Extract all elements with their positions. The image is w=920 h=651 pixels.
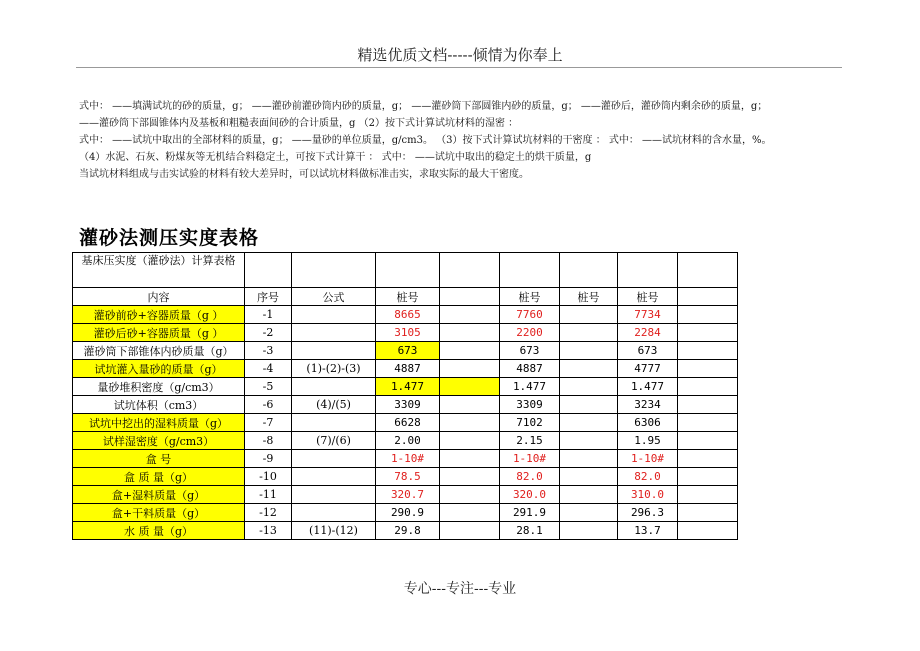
- table-row: [73, 342, 738, 360]
- table-row: [73, 504, 738, 522]
- row-label: 试坑灌入量砂的质量（g）: [73, 360, 245, 378]
- column-header: [678, 288, 738, 306]
- table-cell: 673: [618, 342, 678, 360]
- table-cell: -8: [245, 432, 292, 450]
- table-cell: [678, 378, 738, 396]
- page-footer: 专心---专注---专业: [403, 581, 517, 597]
- body-text: [79, 98, 841, 183]
- table-cell: [560, 378, 618, 396]
- table-cell: 4887: [500, 360, 560, 378]
- table-title-row: [73, 253, 738, 288]
- table-cell: [560, 396, 618, 414]
- table-cell: [292, 342, 376, 360]
- table-cell: 3105: [376, 324, 440, 342]
- row-label: 盒 号: [73, 450, 245, 468]
- table-cell: [560, 486, 618, 504]
- column-header: 桩号: [376, 288, 440, 306]
- paragraph: 式中： ——填满试坑的砂的质量，g； ——灌砂前灌砂筒内砂的质量，g； ——灌砂筒下部圆锥内砂的质量，g； ——灌砂后，灌砂筒内剩余砂的质量，g；: [79, 101, 768, 112]
- table-cell: [678, 324, 738, 342]
- table-cell: [560, 522, 618, 540]
- table-cell: 673: [500, 342, 560, 360]
- table-cell: 1-10#: [500, 450, 560, 468]
- table-cell: 6306: [618, 414, 678, 432]
- table-cell: -13: [245, 522, 292, 540]
- table-cell: -3: [245, 342, 292, 360]
- table-cell: 1.477: [376, 378, 440, 396]
- table-cell: [292, 378, 376, 396]
- table-cell: -10: [245, 468, 292, 486]
- table-cell: [678, 486, 738, 504]
- table-cell: 4887: [376, 360, 440, 378]
- table-cell: [292, 414, 376, 432]
- table-cell: 1-10#: [618, 450, 678, 468]
- column-header: 桩号: [618, 288, 678, 306]
- row-label: 试坑体积（cm3）: [73, 396, 245, 414]
- table-cell: (1)-(2)-(3): [292, 360, 376, 378]
- column-header: 桩号: [560, 288, 618, 306]
- paragraph: 式中： ——试坑中取出的全部材料的质量，g； ——量砂的单位质量，g/cm3。 （3）按下式计算试坑材料的干密度 ： 式中： ——试坑材料的含水量，%。: [79, 135, 772, 146]
- table-cell: [560, 450, 618, 468]
- table-row: [73, 414, 738, 432]
- table-cell: [440, 306, 500, 324]
- table-cell: 29.8: [376, 522, 440, 540]
- table-cell: [560, 253, 618, 288]
- table-cell: [678, 414, 738, 432]
- table-row: [73, 468, 738, 486]
- table-row: [73, 324, 738, 342]
- table-cell: [560, 342, 618, 360]
- table-header-row: [73, 288, 738, 306]
- table-cell: 2.15: [500, 432, 560, 450]
- table-cell: -12: [245, 504, 292, 522]
- table-cell: [440, 486, 500, 504]
- table-cell: -1: [245, 306, 292, 324]
- row-label: 试样湿密度（g/cm3）: [73, 432, 245, 450]
- table-cell: 320.0: [500, 486, 560, 504]
- table-cell: [440, 396, 500, 414]
- table-cell: 3234: [618, 396, 678, 414]
- table-cell: [678, 306, 738, 324]
- table-cell: [500, 253, 560, 288]
- table-cell: 296.3: [618, 504, 678, 522]
- table-cell: 6628: [376, 414, 440, 432]
- table-cell: 3309: [500, 396, 560, 414]
- table-cell: [678, 253, 738, 288]
- table-cell: 310.0: [618, 486, 678, 504]
- table-cell: [678, 468, 738, 486]
- table-cell: 2.00: [376, 432, 440, 450]
- table-row: [73, 522, 738, 540]
- table-cell: [440, 504, 500, 522]
- column-header: 公式: [292, 288, 376, 306]
- table-cell: (11)-(12): [292, 522, 376, 540]
- table-cell: [678, 432, 738, 450]
- table-cell: 7734: [618, 306, 678, 324]
- table-cell: 78.5: [376, 468, 440, 486]
- table-cell: [560, 324, 618, 342]
- column-header: 内容: [73, 288, 245, 306]
- table-cell: [292, 486, 376, 504]
- table-cell: -7: [245, 414, 292, 432]
- table-cell: 82.0: [500, 468, 560, 486]
- compaction-table: [72, 252, 738, 540]
- table-row: [73, 396, 738, 414]
- table-cell: 320.7: [376, 486, 440, 504]
- table-cell: [560, 504, 618, 522]
- table-cell: [678, 342, 738, 360]
- table-cell: 28.1: [500, 522, 560, 540]
- row-label: 灌砂后砂+容器质量（g ）: [73, 324, 245, 342]
- row-label: 灌砂筒下部锥体内砂质量（g）: [73, 342, 245, 360]
- table-cell: 8665: [376, 306, 440, 324]
- table-cell: [292, 306, 376, 324]
- table-cell: -9: [245, 450, 292, 468]
- table-cell: [440, 522, 500, 540]
- paragraph: （4）水泥、石灰、粉煤灰等无机结合料稳定土，可按下式计算干 ： 式中： ——试坑中取出的稳定土的烘干质量，g: [79, 152, 592, 163]
- table-row: [73, 486, 738, 504]
- table-cell: 13.7: [618, 522, 678, 540]
- table-cell: 1.477: [500, 378, 560, 396]
- table-cell: [678, 450, 738, 468]
- table-cell: [440, 360, 500, 378]
- table-cell: -5: [245, 378, 292, 396]
- table-cell: [440, 378, 500, 396]
- table-cell: [440, 342, 500, 360]
- table-cell: (7)/(6): [292, 432, 376, 450]
- table-cell: [560, 306, 618, 324]
- table-title-cell: 基床压实度（灌砂法）计算表格: [73, 253, 245, 288]
- table-cell: 290.9: [376, 504, 440, 522]
- table-cell: [440, 450, 500, 468]
- table-cell: 1-10#: [376, 450, 440, 468]
- table-cell: 4777: [618, 360, 678, 378]
- table-cell: [560, 360, 618, 378]
- table-cell: [560, 468, 618, 486]
- table-cell: [560, 414, 618, 432]
- header-divider: [76, 67, 842, 68]
- table-cell: [376, 253, 440, 288]
- table-cell: [440, 414, 500, 432]
- table-row: [73, 378, 738, 396]
- table-cell: [618, 253, 678, 288]
- table-cell: -6: [245, 396, 292, 414]
- table-cell: [678, 360, 738, 378]
- table-cell: [292, 253, 376, 288]
- row-label: 盒+干料质量（g）: [73, 504, 245, 522]
- column-header: 序号: [245, 288, 292, 306]
- table-cell: (4)/(5): [292, 396, 376, 414]
- table-cell: [440, 468, 500, 486]
- table-cell: [440, 324, 500, 342]
- section-title: 灌砂法测压实度表格: [79, 227, 260, 249]
- table-cell: [678, 522, 738, 540]
- table-cell: 1.477: [618, 378, 678, 396]
- table-cell: 7102: [500, 414, 560, 432]
- table-cell: 673: [376, 342, 440, 360]
- table-cell: [678, 504, 738, 522]
- row-label: 试坑中挖出的湿料质量（g）: [73, 414, 245, 432]
- table-cell: [560, 432, 618, 450]
- column-header: 桩号: [500, 288, 560, 306]
- table-cell: -2: [245, 324, 292, 342]
- table-cell: [440, 432, 500, 450]
- row-label: 盒+湿料质量（g）: [73, 486, 245, 504]
- table-cell: 7760: [500, 306, 560, 324]
- row-label: 量砂堆积密度（g/cm3）: [73, 378, 245, 396]
- table-cell: 291.9: [500, 504, 560, 522]
- row-label: 水 质 量（g）: [73, 522, 245, 540]
- table-cell: 2284: [618, 324, 678, 342]
- table-row: [73, 360, 738, 378]
- row-label: 盒 质 量（g）: [73, 468, 245, 486]
- page-header: 精选优质文档-----倾情为你奉上: [357, 46, 563, 64]
- table-cell: [292, 468, 376, 486]
- table-cell: [292, 324, 376, 342]
- table-row: [73, 306, 738, 324]
- table-cell: 3309: [376, 396, 440, 414]
- table-cell: -4: [245, 360, 292, 378]
- column-header: [440, 288, 500, 306]
- table-row: [73, 432, 738, 450]
- table-cell: 2200: [500, 324, 560, 342]
- table-cell: 82.0: [618, 468, 678, 486]
- table-row: [73, 450, 738, 468]
- table-cell: [678, 396, 738, 414]
- table-cell: [292, 450, 376, 468]
- table-cell: -11: [245, 486, 292, 504]
- paragraph: ——灌砂筒下部圆锥体内及基板和粗糙表面间砂的合计质量，g （2）按下式计算试坑材料的湿密 ：: [79, 118, 519, 129]
- table-cell: [440, 253, 500, 288]
- table-cell: 1.95: [618, 432, 678, 450]
- paragraph: 当试坑材料组成与击实试验的材料有较大差异时，可以试坑材料做标准击实，求取实际的最大干密度。: [79, 169, 529, 180]
- table-cell: [292, 504, 376, 522]
- table-cell: [245, 253, 292, 288]
- row-label: 灌砂前砂+容器质量（g ）: [73, 306, 245, 324]
